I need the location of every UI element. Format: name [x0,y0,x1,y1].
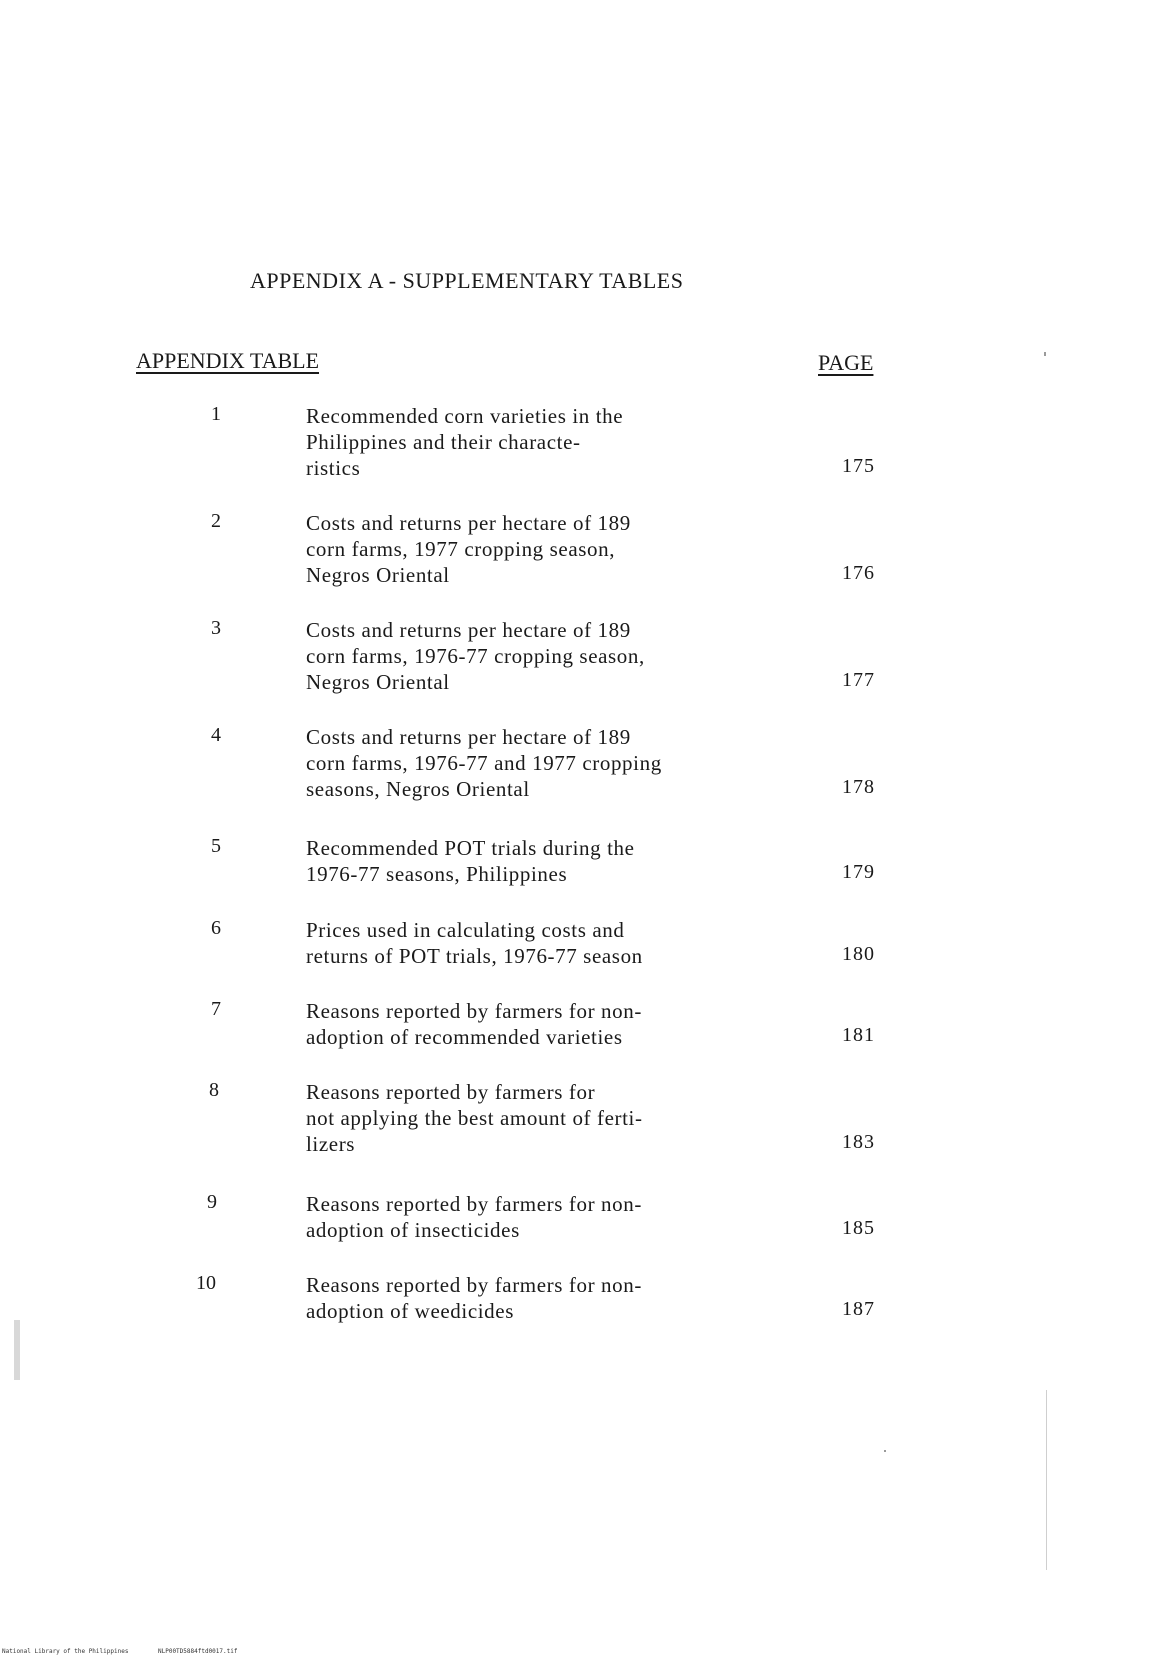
description-line: Reasons reported by farmers for non- [306,1273,642,1297]
description-line: Recommended POT trials during the [306,836,635,860]
table-number: 4 [211,724,221,746]
description-line: Philippines and their characte- [306,430,581,454]
page-number: 181 [842,1024,875,1046]
table-number: 10 [196,1272,216,1294]
description-line: ristics [306,456,361,480]
description-line: Reasons reported by farmers for [306,1080,596,1104]
description-line: 1976-77 seasons, Philippines [306,862,568,886]
table-number: 7 [211,998,221,1020]
table-number: 1 [211,403,221,425]
scan-speck [1046,1390,1047,1570]
description-line: Reasons reported by farmers for non- [306,1192,642,1216]
page-number: 185 [842,1217,875,1239]
column-header-appendix-table: APPENDIX TABLE [136,348,320,373]
table-number: 2 [211,510,221,532]
description-line: adoption of insecticides [306,1218,520,1242]
column-header-page: PAGE [818,350,874,375]
description-line: seasons, Negros Oriental [306,777,530,801]
page-number: 176 [842,562,875,584]
table-number: 6 [211,917,221,939]
description-line: Recommended corn varieties in the [306,404,624,428]
page-title: APPENDIX A - SUPPLEMENTARY TABLES [250,268,684,293]
table-description [306,998,642,1050]
scan-speck [1044,352,1046,356]
description-line: Reasons reported by farmers for non- [306,999,642,1023]
description-line: adoption of recommended varieties [306,1025,623,1049]
table-description [306,1191,642,1243]
page-number: 178 [842,776,875,798]
description-line: corn farms, 1977 cropping season, [306,537,616,561]
description-line: Negros Oriental [306,670,450,694]
scan-speck [14,1320,20,1380]
footer-file-id: NLP00TD5884ftd0017.tif [158,1648,238,1655]
table-description [306,403,623,481]
description-line: Costs and returns per hectare of 189 [306,618,631,642]
page-number: 179 [842,861,875,883]
table-description [306,917,643,969]
description-line: Prices used in calculating costs and [306,918,625,942]
page-number: 180 [842,943,875,965]
description-line: returns of POT trials, 1976-77 season [306,944,643,968]
table-description [306,835,635,887]
table-number: 9 [207,1191,217,1213]
scan-speck [884,1450,886,1452]
page-number: 175 [842,455,875,477]
table-description [306,510,631,588]
page-number: 183 [842,1131,875,1153]
description-line: corn farms, 1976-77 cropping season, [306,644,645,668]
description-line: Costs and returns per hectare of 189 [306,725,631,749]
page-number: 177 [842,669,875,691]
description-line: adoption of weedicides [306,1299,514,1323]
table-description [306,724,662,802]
table-number: 3 [211,617,221,639]
table-number: 5 [211,835,221,857]
footer-library-label: National Library of the Philippines [2,1648,129,1655]
description-line: corn farms, 1976-77 and 1977 cropping [306,751,662,775]
description-line: Costs and returns per hectare of 189 [306,511,631,535]
description-line: lizers [306,1132,356,1156]
table-number: 8 [209,1079,219,1101]
table-description [306,1079,643,1157]
description-line: Negros Oriental [306,563,450,587]
table-description [306,617,645,695]
page-number: 187 [842,1298,875,1320]
description-line: not applying the best amount of ferti- [306,1106,643,1130]
table-description [306,1272,642,1324]
